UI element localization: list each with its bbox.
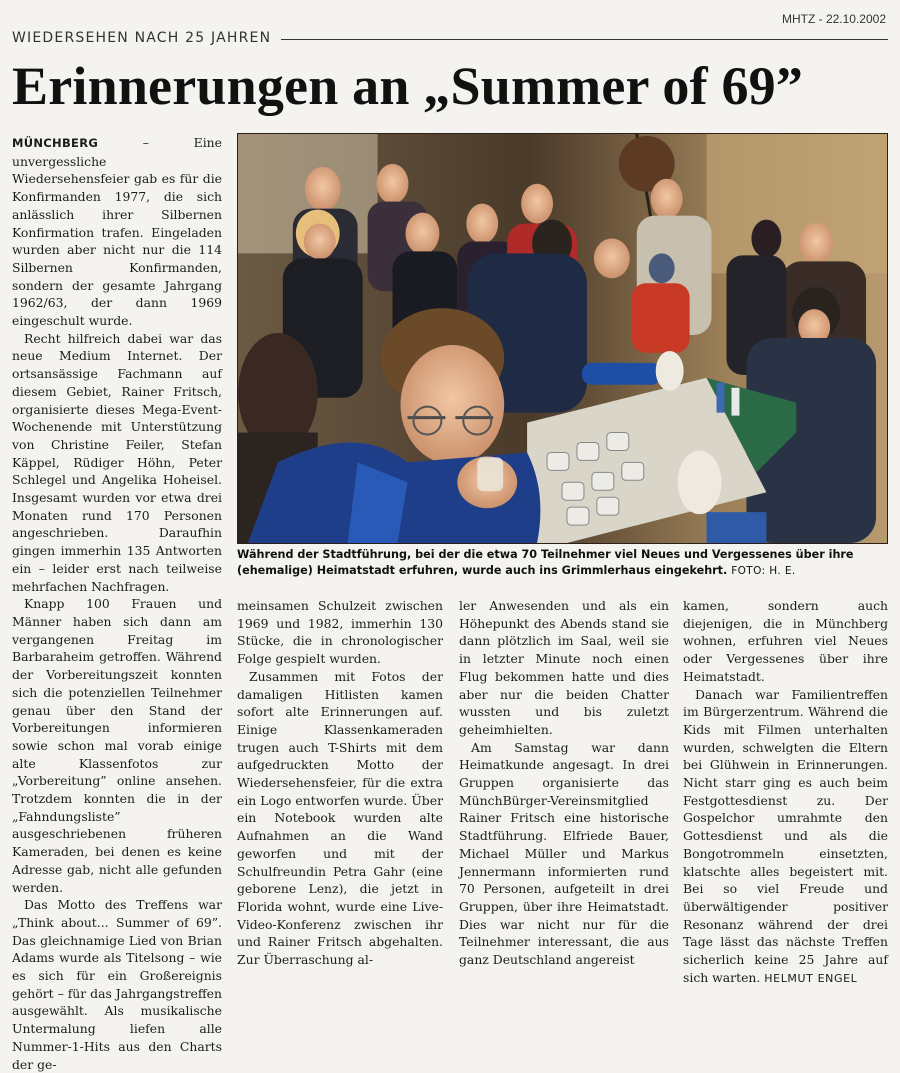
paragraph-7: ler Anwesenden und als ein Höhepunkt des Abends stand sie dann plötzlich im Saal, weil sie in letzter Minute noch einen Flug bekommen hatte und dies aber nur die beiden Chatter wussten und bis zuletzt geheimhielten. xyxy=(459,598,669,737)
article-column-3 xyxy=(459,597,669,968)
paragraph-3: Knapp 100 Frauen und Männer haben sich dann am vergangenen Freitag im Barbaraheim getroffen. Während der Vorbereitungszeit konnten sich die potenziellen Teilnehmer genau über den Stand der Vorbereitungen informieren sowie schon mal vorab einige alte Klassenfotos zur „Vorbereitung” online ansehen. Trotzdem konnten die in der „Fahndungsliste” ausgeschriebenen früheren Kameraden, bei denen es keine Adresse gab, nicht alle gefunden werden. xyxy=(12,596,222,895)
paragraph-8: Am Samstag war dann Heimatkunde angesagt. In drei Gruppen organisierte das MünchBürger-Vereinsmitglied Rainer Fritsch eine historische Stadtführung. Elfriede Bauer, Michael Müller und Markus Jennermann informierten rund 70 Personen, aufgeteilt in drei Gruppen, über ihre Heimatstadt. Dies war nicht nur für die Teilnehmer interessant, die aus ganz Deutschland angereist xyxy=(459,739,669,968)
kicker: WIEDERSEHEN NACH 25 JAHREN xyxy=(12,30,272,46)
source-line: MHTZ - 22.10.2002 xyxy=(781,12,886,26)
kicker-row xyxy=(12,28,888,48)
paragraph-4: Das Motto des Treffens war „Think about... Summer of 69”. Das gleichnamige Lied von Brian Adams wurde als Titelsong – wie es sich für ein Großereignis gehört – für das Jahrgangstreffen ausgewählt. Als musikalische Untermalung liefen alle Nummer-1-Hits aus den Charts der ge- xyxy=(12,897,222,1072)
article-column-1 xyxy=(12,134,222,1072)
paragraph-10-text: Danach war Familientreffen im Bürgerzentrum. Während die Kids mit Filmen unterhalten wurden, schwelgten die Eltern bei Glühwein in Erinnerungen. Nicht starr ging es auch beim Festgottesdienst zu. Der Gospelchor umrahmte den Gottesdienst und als die Bongotrommeln einsetzten, klatschte alles begeistert mit. Bei so viel Freude und überwältigender positiver Resonanz während der drei Tage lässt das nächste Treffen sicherlich keine 25 Jahre auf sich warten. xyxy=(683,686,888,985)
event-photo xyxy=(237,133,888,544)
kicker-rule xyxy=(281,39,888,40)
dateline: MÜNCHBERG xyxy=(12,136,99,150)
headline: Erinnerungen an „Summer of 69” xyxy=(12,56,804,116)
photo-caption xyxy=(237,547,888,579)
paragraph-2: Recht hilfreich dabei war das neue Medium Internet. Der ortsansässige Fachmann auf diesem Gebiet, Rainer Fritsch, organisierte dieses Mega-Event-Wochenende mit Unterstützung von Christine Feiler, Stefan Käppel, Rüdiger Höhn, Peter Schlegel und Angelika Hoheisel. Insgesamt wurden vor etwa drei Monaten rund 170 Personen angeschrieben. Daraufhin gingen immerhin 135 Antworten ein – leider erst nach teilweise mehrfachen Nachfragen. xyxy=(12,330,222,594)
paragraph-9: kamen, sondern auch diejenigen, die in Münchberg wohnen, erfuhren viel Neues oder Vergessenes über ihre Heimatstadt. xyxy=(683,598,888,684)
caption-text: Während der Stadtführung, bei der die etwa 70 Teilnehmer viel Neues und Vergessenes über ihre (ehemalige) Heimatstadt erfuhren, wurde auch ins Grimmlerhaus eingekehrt. xyxy=(237,548,854,577)
article-column-4 xyxy=(683,597,888,985)
author: HELMUT ENGEL xyxy=(764,971,858,985)
photo-illustration xyxy=(238,134,887,543)
photo-credit: FOTO: H. E. xyxy=(731,565,796,577)
paragraph-10 xyxy=(683,686,888,988)
paragraph-1 xyxy=(12,134,222,330)
article-column-2 xyxy=(237,597,443,968)
paragraph-1-text: – Eine unvergessliche Wiedersehensfeier gab es für die Konfirmanden 1977, die sich anlässlich ihrer Silbernen Konfirmation trafen. Eingeladen wurden aber nicht nur die 114 Silbernen Konfirmanden, sondern der gesamte Jahrgang 1962/63, der dann 1969 eingeschult wurde. xyxy=(12,135,222,329)
paragraph-5: meinsamen Schulzeit zwischen 1969 und 1982, immerhin 130 Stücke, die in chronologischer Folge gespielt wurden. xyxy=(237,598,443,667)
paragraph-6: Zusammen mit Fotos der damaligen Hitlisten kamen sofort alte Erinnerungen auf. Einige Klassenkameraden trugen auch T-Shirts mit dem aufgedruckten Motto der Wiedersehensfeier, für die extra ein Logo entworfen wurde. Über ein Notebook wurden alte Aufnahmen an die Wand geworfen und mit der Schulfreundin Petra Gahr (eine geborene Lenz), die jetzt in Florida wohnt, wurde eine Live-Video-Konferenz zwischen ihr und Rainer Fritsch abgehalten. Zur Überraschung al- xyxy=(237,668,443,968)
